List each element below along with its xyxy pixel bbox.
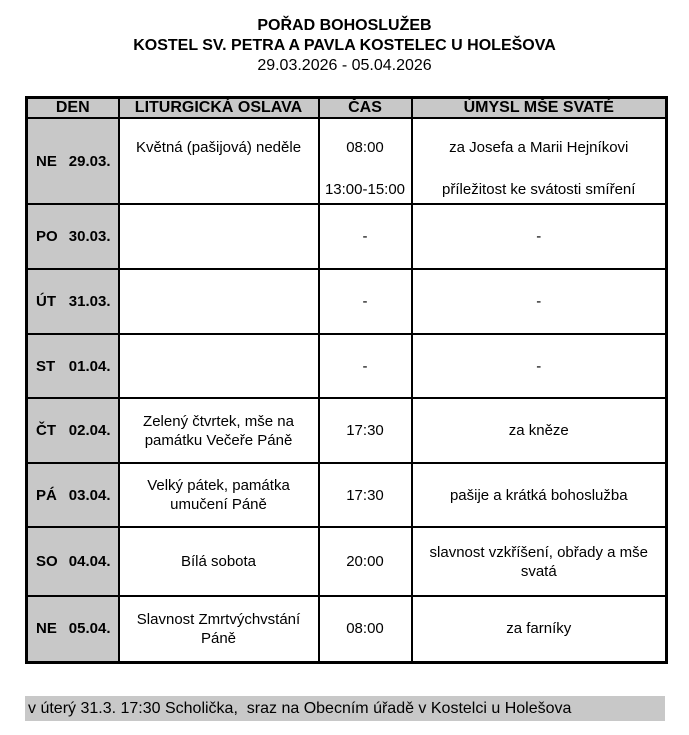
table-header-row [27,98,667,119]
day-abbr: PÁ [36,486,57,504]
schedule-table [25,96,668,664]
table-row [27,527,667,596]
day-cell [27,118,119,204]
day-abbr: ČT [36,422,56,439]
day-cell [27,596,119,662]
column-header-intention: ÚMYSL MŠE SVATÉ [412,98,667,119]
day-date: 30.03. [68,228,111,245]
day-date: 02.04. [68,422,111,439]
time-cell: 17:30 [319,463,412,527]
time-cell: 17:30 [319,398,412,463]
day-date: 29.03. [68,152,111,170]
date-range: 29.03.2026 - 05.04.2026 [257,57,432,74]
footer-note: v úterý 31.3. 17:30 Scholička, sraz na Obecním úřadě v Kostelci u Holešova [25,696,665,721]
table-row [27,398,667,463]
day-abbr: ST [36,357,56,375]
intention-cell [412,118,667,204]
column-header-day: DEN [27,98,119,119]
table-row [27,269,667,334]
document-header [0,16,689,76]
day-cell [27,398,119,463]
time-cell [319,118,412,204]
time-value: 08:00 [346,139,384,156]
table-row [27,118,667,204]
liturgy-cell: Slavnost Zmrtvýchvstání Páně [119,596,319,662]
liturgy-cell [119,334,319,398]
liturgy-cell: Velký pátek, památka umučení Páně [119,463,319,527]
day-cell [27,269,119,334]
day-date: 01.04. [68,357,111,375]
church-name: KOSTEL SV. PETRA A PAVLA KOSTELEC U HOLEŠOVA [133,37,556,54]
column-header-time: ČAS [319,98,412,119]
liturgy-cell: Bílá sobota [119,527,319,596]
day-abbr: PO [36,228,58,245]
day-date: 04.04. [68,553,111,570]
day-cell [27,204,119,269]
intention-cell: slavnost vzkříšení, obřady a mše svatá [412,527,667,596]
table-row [27,596,667,662]
table-row [27,334,667,398]
day-date: 05.04. [68,620,111,638]
time-cell: 08:00 [319,596,412,662]
intention-cell: za farníky [412,596,667,662]
page-title: POŘAD BOHOSLUŽEB [257,17,432,34]
intention-label-secondary: příležitost ke svátosti smíření [442,181,636,198]
time-cell: - [319,269,412,334]
day-abbr: NE [36,620,57,638]
liturgy-cell [119,118,319,204]
time-value-secondary: 13:00-15:00 [324,181,406,198]
intention-cell: pašije a krátká bohoslužba [412,463,667,527]
liturgy-cell [119,204,319,269]
intention-cell: za kněze [412,398,667,463]
day-date: 31.03. [68,293,111,310]
table-row [27,204,667,269]
column-header-liturgy: LITURGICKÁ OSLAVA [119,98,319,119]
day-date: 03.04. [68,486,111,504]
day-abbr: NE [36,152,57,170]
intention-cell: - [412,204,667,269]
intention-cell: - [412,334,667,398]
liturgy-cell [119,269,319,334]
liturgy-label: Květná (pašijová) neděle [135,139,302,156]
intention-label: za Josefa a Marii Hejníkovi [449,139,629,156]
day-cell [27,334,119,398]
time-cell: - [319,334,412,398]
time-cell: - [319,204,412,269]
time-cell: 20:00 [319,527,412,596]
liturgy-cell: Zelený čtvrtek, mše na památku Večeře Páně [119,398,319,463]
day-abbr: SO [36,553,58,570]
day-abbr: ÚT [36,293,56,310]
table-row [27,463,667,527]
day-cell [27,527,119,596]
day-cell [27,463,119,527]
intention-cell: - [412,269,667,334]
